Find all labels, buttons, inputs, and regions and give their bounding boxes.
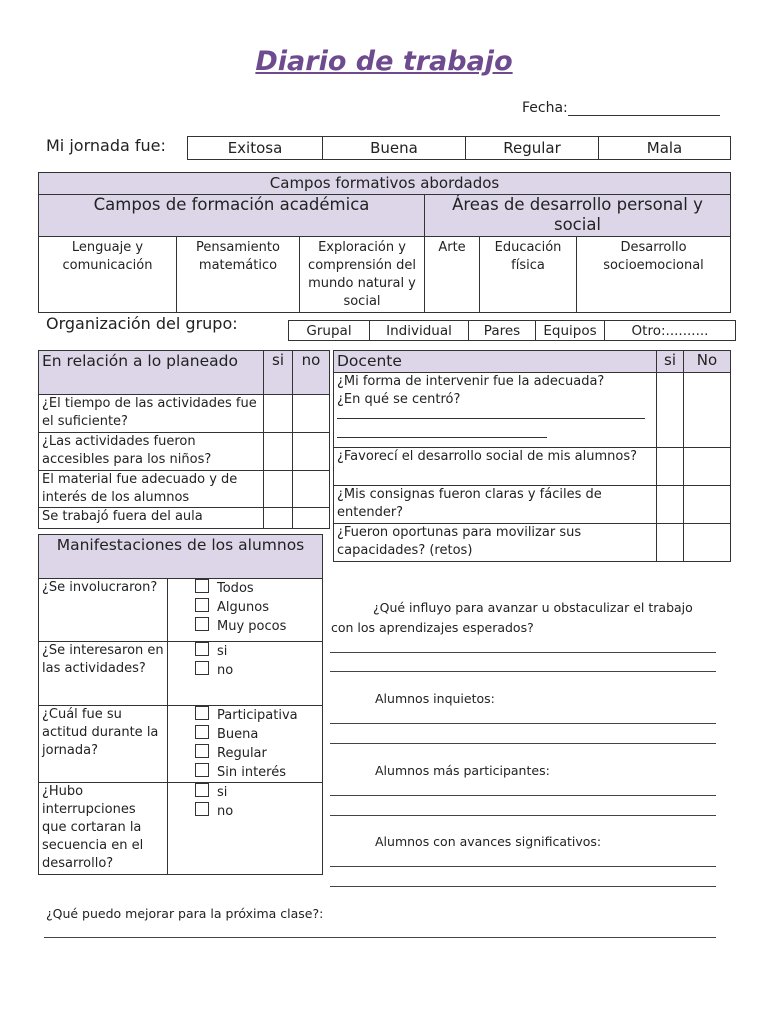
campo-cell[interactable]: Educación física	[480, 237, 577, 313]
docente-q1b-text: ¿En qué se centró?	[337, 392, 461, 407]
answer-line[interactable]	[337, 409, 645, 419]
date-label: Fecha:	[522, 100, 568, 116]
option-label: Todos	[217, 581, 254, 596]
option-label: si	[217, 644, 228, 659]
si-check-cell[interactable]	[264, 508, 293, 529]
answer-line[interactable]	[330, 866, 716, 867]
no-check-cell[interactable]	[684, 486, 731, 524]
date-field[interactable]	[522, 100, 720, 116]
checkbox-icon[interactable]	[195, 802, 209, 816]
jornada-option[interactable]: Buena	[323, 137, 466, 160]
checkbox-icon[interactable]	[195, 763, 209, 777]
organizacion-label: Organización del grupo:	[46, 314, 238, 333]
campo-cell[interactable]: Pensamiento matemático	[177, 237, 300, 313]
checkbox-option[interactable]	[171, 802, 319, 821]
campo-cell[interactable]: Desarrollo socioemocional	[577, 237, 731, 313]
page-title: Diario de trabajo	[255, 46, 513, 77]
checkbox-option[interactable]	[171, 598, 319, 617]
jornada-option[interactable]: Exitosa	[188, 137, 323, 160]
mejorar-question: ¿Qué puedo mejorar para la próxima clase?:	[46, 906, 324, 921]
docente-question	[334, 373, 657, 448]
checkbox-option[interactable]	[171, 725, 319, 744]
organizacion-option[interactable]: Grupal	[289, 321, 370, 341]
checkbox-icon[interactable]	[195, 706, 209, 720]
organizacion-option[interactable]: Individual	[370, 321, 469, 341]
checkbox-option[interactable]	[171, 617, 319, 636]
no-check-cell[interactable]	[293, 395, 330, 433]
checkbox-option[interactable]	[171, 579, 319, 598]
date-line[interactable]	[568, 101, 720, 116]
planeado-question: El material fue adecuado y de interés de los alumnos	[39, 471, 264, 508]
checkbox-option[interactable]	[171, 744, 319, 763]
manifestacion-question: ¿Cuál fue su actitud durante la jornada?	[39, 706, 168, 783]
manifestacion-options	[168, 642, 323, 706]
planeado-question: Se trabajó fuera del aula	[39, 508, 264, 529]
checkbox-icon[interactable]	[195, 661, 209, 675]
checkbox-icon[interactable]	[195, 598, 209, 612]
si-check-cell[interactable]	[657, 448, 684, 486]
academica-header: Campos de formación académica	[39, 195, 425, 237]
checkbox-icon[interactable]	[195, 642, 209, 656]
answer-line[interactable]	[337, 419, 547, 438]
checkbox-icon[interactable]	[195, 579, 209, 593]
checkbox-option[interactable]	[171, 783, 319, 802]
option-label: Sin interés	[217, 765, 287, 780]
jornada-option[interactable]: Regular	[466, 137, 599, 160]
campos-header: Campos formativos abordados	[39, 173, 731, 195]
manifestacion-question: ¿Se involucraron?	[39, 579, 168, 642]
answer-line[interactable]	[330, 815, 716, 816]
organizacion-option[interactable]: Otro:..........	[605, 321, 736, 341]
no-check-cell[interactable]	[684, 448, 731, 486]
manifestaciones-header: Manifestaciones de los alumnos	[39, 535, 323, 579]
manifestacion-options	[168, 783, 323, 875]
answer-line[interactable]	[330, 886, 716, 887]
planeado-header: En relación a lo planeado	[39, 351, 264, 395]
participantes-label: Alumnos más participantes:	[375, 763, 550, 778]
no-header: no	[293, 351, 330, 395]
planeado-table	[38, 350, 330, 529]
si-check-cell[interactable]	[657, 486, 684, 524]
jornada-options-table	[187, 136, 731, 160]
answer-line[interactable]	[330, 723, 716, 724]
option-label: Regular	[217, 746, 267, 761]
campo-cell[interactable]: Arte	[425, 237, 480, 313]
jornada-label: Mi jornada fue:	[46, 136, 166, 155]
inquietos-label: Alumnos inquietos:	[375, 691, 495, 706]
organizacion-options-table	[288, 320, 736, 341]
manifestacion-options	[168, 706, 323, 783]
option-label: si	[217, 785, 228, 800]
si-check-cell[interactable]	[264, 433, 293, 471]
planeado-question: ¿El tiempo de las actividades fue el suficiente?	[39, 395, 264, 433]
personal-header: Áreas de desarrollo personal y social	[425, 195, 731, 237]
campo-cell[interactable]: Lenguaje y comunicación	[39, 237, 177, 313]
no-check-cell[interactable]	[293, 433, 330, 471]
no-check-cell[interactable]	[684, 524, 731, 562]
organizacion-option[interactable]: Pares	[469, 321, 536, 341]
answer-line[interactable]	[330, 795, 716, 796]
option-label: Muy pocos	[217, 619, 287, 634]
influyo-question-cont: con los aprendizajes esperados?	[331, 620, 534, 635]
answer-line[interactable]	[44, 937, 716, 938]
docente-question: ¿Mis consignas fueron claras y fáciles de entender?	[334, 486, 657, 524]
option-label: Participativa	[217, 708, 298, 723]
checkbox-icon[interactable]	[195, 617, 209, 631]
docente-question: ¿Favorecí el desarrollo social de mis alumnos?	[334, 448, 657, 486]
option-label: Buena	[217, 727, 259, 742]
si-check-cell[interactable]	[657, 524, 684, 562]
si-check-cell[interactable]	[264, 395, 293, 433]
planeado-question: ¿Las actividades fueron accesibles para los niños?	[39, 433, 264, 471]
checkbox-icon[interactable]	[195, 725, 209, 739]
si-header: si	[657, 351, 684, 373]
si-check-cell[interactable]	[264, 471, 293, 508]
answer-line[interactable]	[330, 671, 716, 672]
docente-q1-text: ¿Mi forma de intervenir fue la adecuada?	[337, 374, 605, 389]
campos-formativos-table	[38, 172, 731, 313]
no-check-cell[interactable]	[684, 373, 731, 448]
option-label: no	[217, 663, 234, 678]
checkbox-option[interactable]	[171, 706, 319, 725]
checkbox-option[interactable]	[171, 763, 319, 782]
answer-line[interactable]	[330, 652, 716, 653]
docente-header: Docente	[334, 351, 657, 373]
manifestaciones-table	[38, 534, 323, 875]
checkbox-icon[interactable]	[195, 744, 209, 758]
no-check-cell[interactable]	[293, 471, 330, 508]
option-label: no	[217, 804, 234, 819]
checkbox-icon[interactable]	[195, 783, 209, 797]
docente-table	[333, 350, 731, 562]
jornada-option[interactable]: Mala	[599, 137, 731, 160]
avances-label: Alumnos con avances significativos:	[375, 834, 602, 849]
no-header: No	[684, 351, 731, 373]
campo-cell[interactable]: Exploración y comprensión del mundo natural y social	[300, 237, 425, 313]
no-check-cell[interactable]	[293, 508, 330, 529]
si-check-cell[interactable]	[657, 373, 684, 448]
manifestacion-question: ¿Se interesaron en las actividades?	[39, 642, 168, 706]
organizacion-option[interactable]: Equipos	[536, 321, 605, 341]
si-header: si	[264, 351, 293, 395]
answer-line[interactable]	[330, 743, 716, 744]
checkbox-option[interactable]	[171, 642, 319, 661]
influyo-question: ¿Qué influyo para avanzar u obstaculizar el trabajo	[373, 600, 693, 615]
option-label: Algunos	[217, 600, 269, 615]
docente-question: ¿Fueron oportunas para movilizar sus capacidades? (retos)	[334, 524, 657, 562]
manifestacion-options	[168, 579, 323, 642]
checkbox-option[interactable]	[171, 661, 319, 680]
manifestacion-question: ¿Hubo interrupciones que cortaran la secuencia en el desarrollo?	[39, 783, 168, 875]
